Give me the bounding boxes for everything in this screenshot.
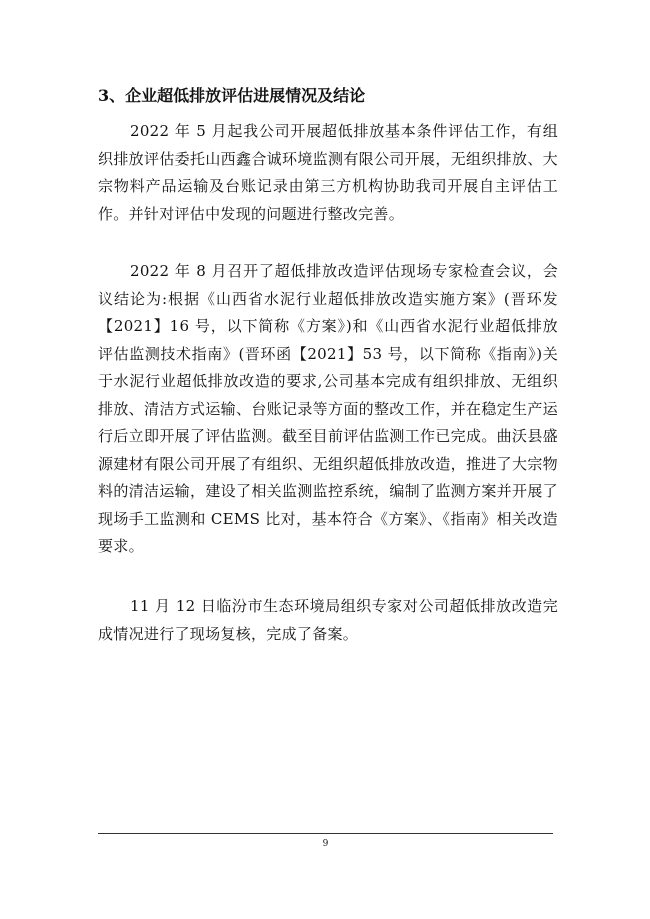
paragraph-expert-meeting: 2022 年 8 月召开了超低排放改造评估现场专家检查会议，会议结论为:根据《山西省水泥行业超低排放改造实施方案》(晋环发【2021】16 号，以下简称《方案》)和《山西省水泥行业超低排放评估监测技术指南》(晋环函【2021】53 号，以下简称《指南》)关于水泥行业超低排放改造的要求,公司基本完成有组织排放、无组织排放、清洁方式运输、台账记录等方面的整改工作，并在稳定生产运行后立即开展了评估监测。截至目前评估监测工作已完成。曲沃县盛源建材有限公司开展了有组织、无组织超低排放改造，推进了大宗物料的清洁运输，建设了相关监测监控系统，编制了监测方案并开展了现场手工监测和 CEMS 比对，基本符合《方案》、《指南》相关改造要求。 (98, 262, 558, 555)
page-number: 9 (322, 839, 329, 849)
footer-divider (98, 833, 553, 834)
paragraph-review-filing: 11 月 12 日临汾市生态环境局组织专家对公司超低排放改造完成情况进行了现场复核，完成了备案。 (98, 597, 558, 643)
paragraph-evaluation-start: 2022 年 5 月起我公司开展超低排放基本条件评估工作，有组织排放评估委托山西鑫合诚环境监测有限公司开展，无组织排放、大宗物料产品运输及台账记录由第三方机构协助我司开展自主评估工作。并针对评估中发现的问题进行整改完善。 (98, 122, 558, 223)
section-heading: 3、企业超低排放评估进展情况及结论 (98, 86, 366, 105)
